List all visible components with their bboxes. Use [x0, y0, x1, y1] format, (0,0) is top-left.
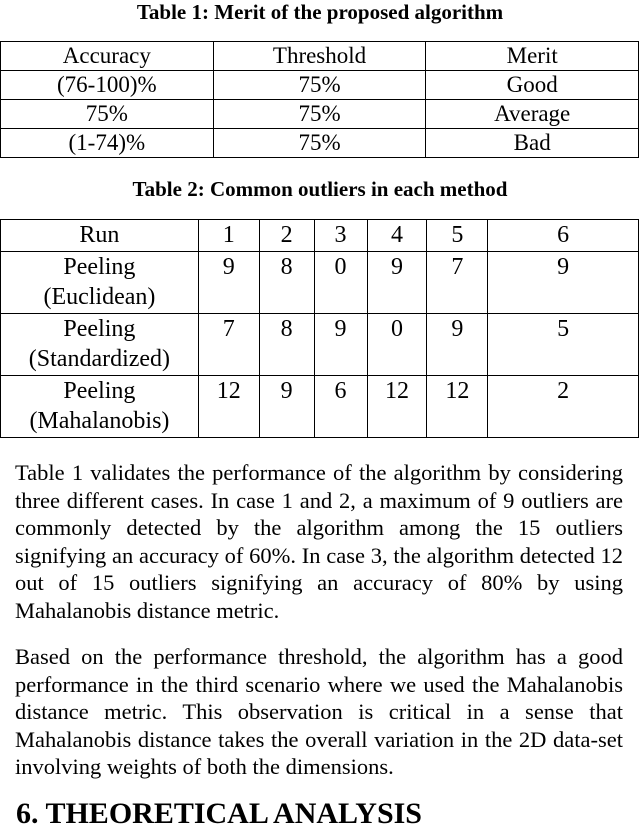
method-metric: (Standardized) — [28, 346, 171, 372]
table2-caption: Table 2: Common outliers in each method — [132, 177, 508, 201]
table-cell: 12 — [427, 376, 488, 438]
header-cell: 4 — [367, 220, 427, 252]
table-cell: 0 — [367, 314, 427, 376]
table-cell: 75% — [213, 100, 426, 129]
table-cell: 9 — [314, 314, 367, 376]
header-cell: 1 — [198, 220, 259, 252]
table-cell: 8 — [259, 314, 314, 376]
table-header-row — [1, 42, 639, 71]
outliers-table — [0, 219, 639, 438]
header-cell: Threshold — [213, 42, 426, 71]
method-cell — [1, 252, 199, 314]
header-cell: Run — [1, 220, 199, 252]
table-cell: 0 — [314, 252, 367, 314]
method-cell — [1, 376, 199, 438]
method-name: Peeling — [63, 316, 136, 342]
table-cell: 7 — [198, 314, 259, 376]
header-cell: 6 — [488, 220, 639, 252]
table-cell: 5 — [488, 314, 639, 376]
method-metric: (Mahalanobis) — [29, 408, 170, 434]
table-cell: 8 — [259, 252, 314, 314]
table-cell: (1-74)% — [1, 129, 214, 158]
header-cell: Merit — [426, 42, 639, 71]
method-name: Peeling — [63, 378, 136, 404]
table-row — [1, 100, 639, 129]
table-cell: (76-100)% — [1, 71, 214, 100]
header-cell: 2 — [259, 220, 314, 252]
table-row — [1, 376, 639, 438]
table1-caption: Table 1: Merit of the proposed algorithm — [136, 0, 504, 24]
header-cell: 5 — [427, 220, 488, 252]
table-cell: 75% — [1, 100, 214, 129]
table-cell: 7 — [427, 252, 488, 314]
table-cell: 9 — [488, 252, 639, 314]
header-cell: 3 — [314, 220, 367, 252]
paragraph: Table 1 validates the performance of the algorithm by considering three different cases. In case 1 and 2, a maximum of 9 outliers are commonly detected by the algorithm among the 15 outliers signifying an accuracy of 60%. In case 3, the algorithm detected 12 out of 15 outliers signifying an accuracy of 80% by using Mahalanobis distance metric. — [15, 460, 623, 623]
merit-table — [0, 41, 639, 158]
table-cell: 9 — [198, 252, 259, 314]
table-row — [1, 71, 639, 100]
method-name: Peeling — [63, 254, 136, 280]
table-cell: 12 — [367, 376, 427, 438]
table-cell: Average — [426, 100, 639, 129]
table-cell: 9 — [259, 376, 314, 438]
paragraph: Based on the performance threshold, the algorithm has a good performance in the third scenario where we used the Mahalanobis distance metric. This observation is critical in a sense that Mahalanobis distance takes the overall variation in the 2D data-set involving weights of both the dimensions. — [15, 644, 623, 779]
table-cell: Bad — [426, 129, 639, 158]
header-cell: Accuracy — [1, 42, 214, 71]
table-cell: 9 — [367, 252, 427, 314]
table-cell: 2 — [488, 376, 639, 438]
section-heading: 6. THEORETICAL ANALYSIS — [16, 797, 422, 830]
table-row — [1, 314, 639, 376]
table-cell: Good — [426, 71, 639, 100]
table-row — [1, 252, 639, 314]
table-row — [1, 129, 639, 158]
table-cell: 75% — [213, 71, 426, 100]
table-cell: 6 — [314, 376, 367, 438]
table-header-row — [1, 220, 639, 252]
table-cell: 12 — [198, 376, 259, 438]
method-metric: (Euclidean) — [43, 284, 156, 310]
table-cell: 9 — [427, 314, 488, 376]
table-cell: 75% — [213, 129, 426, 158]
method-cell — [1, 314, 199, 376]
